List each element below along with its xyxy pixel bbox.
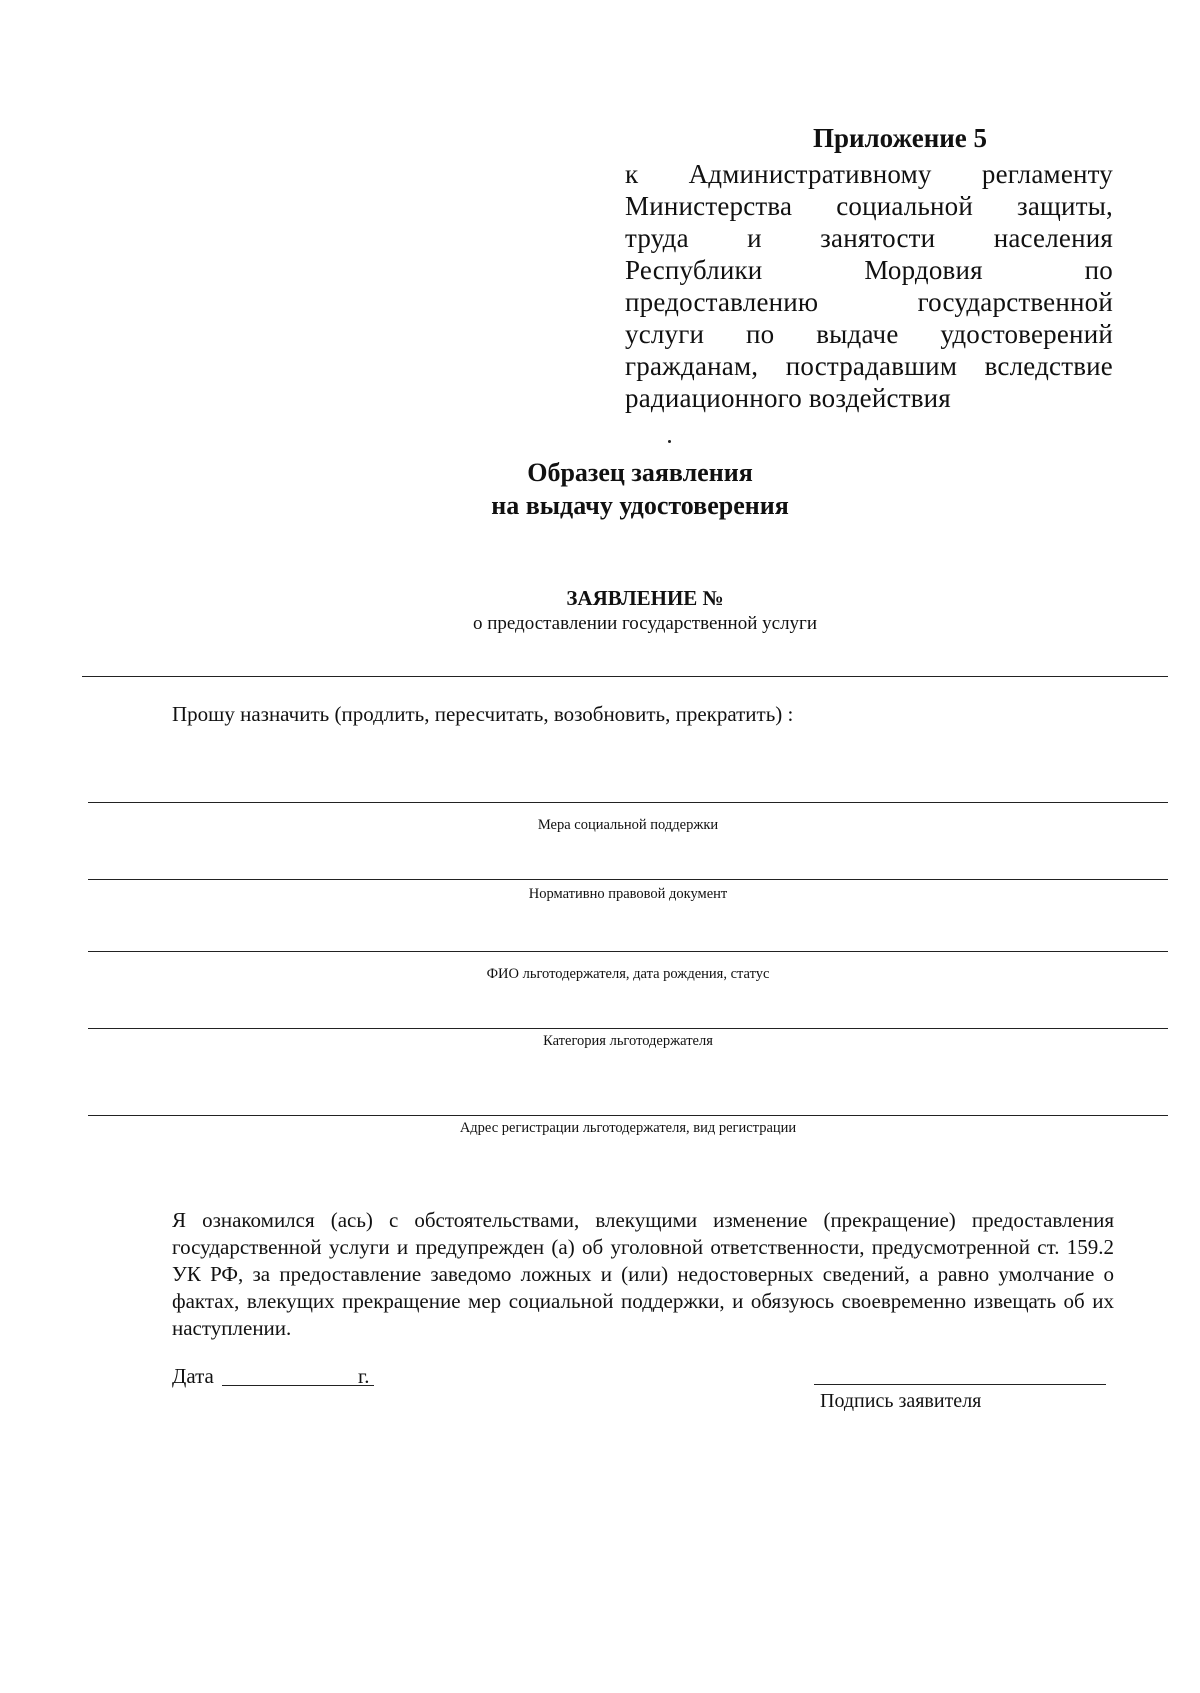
statement-title: ЗАЯВЛЕНИЕ № [566,586,724,610]
signature-line[interactable] [814,1384,1106,1385]
header-divider [82,676,1168,677]
appendix-line: услуги по выдаче удостоверений [625,319,1113,349]
appendix-line: гражданам, пострадавшим вследствие [625,351,1113,381]
appendix-line: радиационного воздействия [625,383,951,413]
appendix-line: Министерства социальной защиты, [625,191,1113,221]
statement-subtitle: о предоставлении государственной услуги [472,613,818,634]
field-caption-support-measure: Мера социальной поддержки [537,817,719,833]
field-caption-beneficiary-category: Категория льготодержателя [543,1033,713,1049]
field-line-support-measure[interactable] [88,802,1168,803]
appendix-title: Приложение 5 [812,123,988,153]
date-label: Дата [172,1364,214,1388]
stray-dot [668,440,671,443]
year-suffix: г. [358,1364,370,1388]
request-text: Прошу назначить (продлить, пересчитать, возобновить, прекратить) : [172,702,794,726]
field-caption-beneficiary-name: ФИО льготодержателя, дата рождения, статус [486,966,770,982]
appendix-line: к Административному регламенту [625,159,1113,189]
sample-title-line-2: на выдачу удостоверения [491,491,789,520]
acknowledgement-text: Я ознакомился (ась) с обстоятельствами, влекущими изменение (прекращение) предоставления государственной услуги и предупрежден (а) об уголовной ответственности, предусмотренной ст. 159.2 УК РФ, за предоставление заведомо ложных и (или) недостоверных сведений, а равно умолчание о фактах, влекущих прекращение мер социальной поддержки, и обязуюсь своевременно извещать об их наступлении. [172,1208,1114,1340]
appendix-header [625,122,1113,414]
field-line-beneficiary-category[interactable] [88,1028,1168,1029]
appendix-line: предоставлению государственной [625,287,1113,317]
appendix-line: Республики Мордовия по [625,255,1113,285]
field-caption-registration-address: Адрес регистрации льготодержателя, вид регистрации [459,1120,797,1136]
appendix-line: труда и занятости населения [625,223,1113,253]
signature-caption: Подпись заявителя [820,1390,982,1412]
sample-title-line-1: Образец заявления [527,458,753,487]
field-line-beneficiary-name[interactable] [88,951,1168,952]
field-line-registration-address[interactable] [88,1115,1168,1116]
field-line-legal-document[interactable] [88,879,1168,880]
field-caption-legal-document: Нормативно правовой документ [528,886,728,902]
appendix-reference [625,158,1113,414]
date-input-line[interactable] [222,1385,374,1386]
